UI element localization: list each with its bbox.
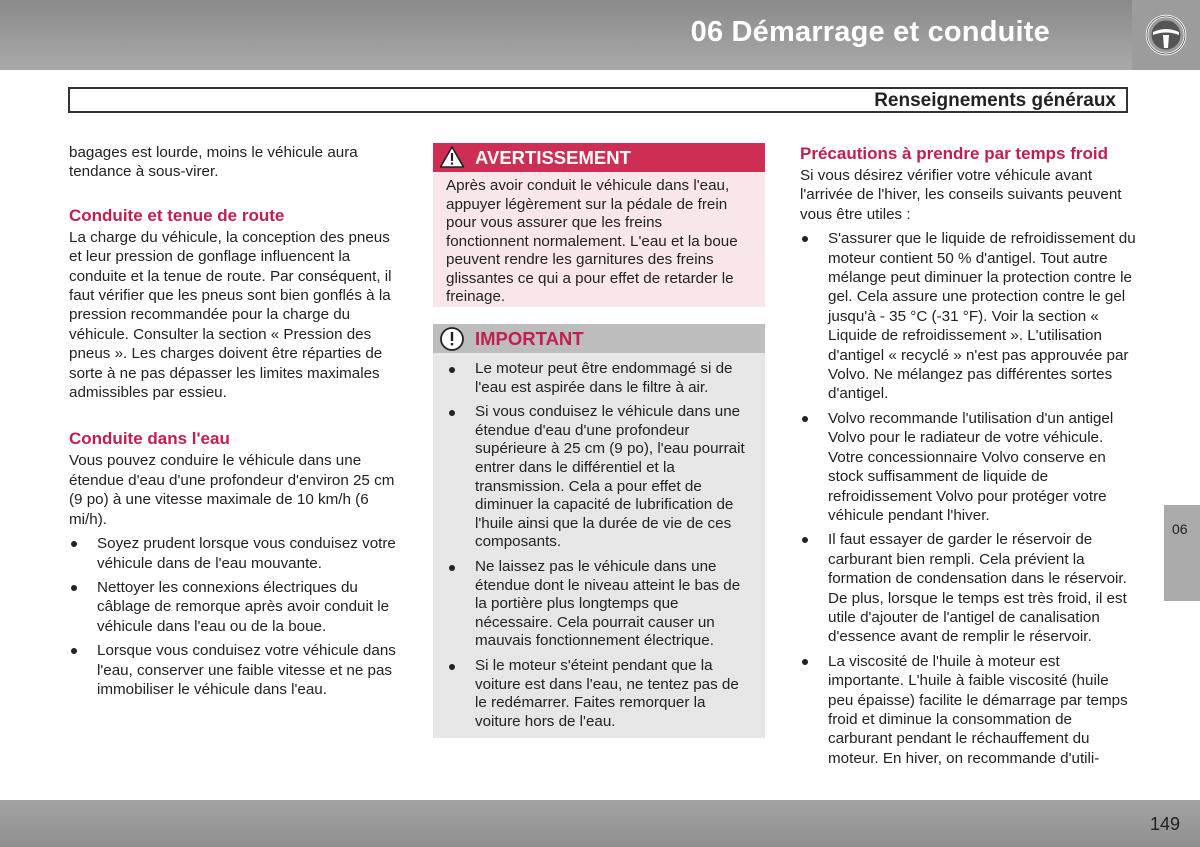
important-header: [433, 324, 765, 353]
warning-header: [433, 143, 765, 172]
intro-paragraph: bagages est lourde, moins le véhicule aura tendance à sous-virer.: [69, 144, 358, 181]
list-item: Ne laissez pas le véhicule dans une étendue dont le niveau atteint le bas de la portière plus longtemps que nécessaire. Cela pourrait causer un mauvais fonctionnement électrique.: [447, 558, 751, 651]
important-bullets: [447, 360, 751, 731]
water-paragraph: Vous pouvez conduire le véhicule dans une étendue d'eau d'une profondeur d'environ 25 cm (9 po) à une vitesse maximale de 10 km/h (6 mi/h).: [69, 452, 395, 528]
list-item: La viscosité de l'huile à moteur est importante. L'huile à faible viscosité (huile peu épaisse) facilite le démarrage par temps froid et diminue la consommation de carburant pendant le réchauffement du moteur. En hiver, on recommande d'utili-: [800, 652, 1136, 768]
section-title-box: [68, 87, 1128, 113]
list-item: Volvo recommande l'utilisation d'un antigel Volvo pour le radiateur de votre véhicule. Votre concessionnaire Volvo conserve en stock suffisamment de liquide de refroidissement Volvo pour protéger votre véhicule pendant l'hiver.: [800, 409, 1136, 525]
heading-cold-weather: Précautions à prendre par temps froid: [800, 144, 1108, 163]
heading-water-driving: Conduite dans l'eau: [69, 429, 230, 449]
column-right: [800, 143, 1136, 768]
footer-bar: [0, 800, 1200, 847]
heading-handling: Conduite et tenue de route: [69, 205, 285, 225]
warning-title: AVERTISSEMENT: [475, 147, 631, 168]
list-item: Soyez prudent lorsque vous conduisez votre véhicule dans de l'eau mouvante.: [69, 534, 405, 573]
list-item: Nettoyer les connexions électriques du câblage de remorque après avoir conduit le véhicule dans l'eau ou de la boue.: [69, 578, 405, 636]
handling-paragraph: La charge du véhicule, la conception des pneus et leur pression de gonflage influencent la conduite et la tenue de route. Par conséquent, il faut vérifier que les pneus sont bien gonflés à la pression recommandée pour la charge du véhicule. Consulter la section « Pression des pneus ». Les charges doivent être réparties de sorte à ne pas dépasser les limites maximales admissibles par essieu.: [69, 228, 392, 402]
column-left: [69, 143, 405, 699]
list-item: S'assurer que le liquide de refroidissement du moteur contient 50 % d'antigel. Tout autre mélange peut diminuer la protection contre le gel. Cela assure une protection contre le gel jusqu'à - 35 °C (-31 °F). Voir la section « Liquide de refroidissement ». L'utilisation d'antigel « recyclé » n'est pas approuvée par Volvo. Ne mélangez pas différentes sortes d'antigel.: [800, 229, 1136, 404]
side-tab-label: 06: [1172, 521, 1188, 537]
chapter-header-bar: [0, 0, 1132, 70]
important-title: IMPORTANT: [475, 328, 584, 349]
chapter-title: 06 Démarrage et conduite: [690, 16, 1050, 48]
list-item: Il faut essayer de garder le réservoir de carburant bien rempli. Cela prévient la formation de condensation dans le réservoir. De plus, lorsque le temps est très froid, il est utile d'ajouter de l'antigel de canalisation d'essence avant de remplir le réservoir.: [800, 530, 1136, 646]
cold-bullets: [800, 229, 1136, 768]
list-item: Si le moteur s'éteint pendant que la voiture est dans l'eau, ne tentez pas de le redémarrer. Faites remorquer la voiture hors de l'eau.: [447, 657, 751, 731]
page-number: 149: [1149, 814, 1180, 834]
warning-box: [433, 143, 765, 307]
water-bullets: [69, 534, 405, 699]
warning-text: Après avoir conduit le véhicule dans l'eau, appuyer légèrement sur la pédale de frein pour vous assurer que les freins fonctionnent normalement. L'eau et la boue peuvent rendre les garnitures des freins glissantes ce qui a pour effet de retarder le freinage.: [446, 177, 738, 305]
list-item: Le moteur peut être endommagé si de l'eau est aspirée dans le filtre à air.: [447, 360, 751, 397]
list-item: Lorsque vous conduisez votre véhicule dans l'eau, conserver une faible vitesse et ne pas immobiliser le véhicule dans l'eau.: [69, 641, 405, 699]
section-title: Renseignements généraux: [874, 90, 1116, 111]
steering-wheel-icon: [1144, 13, 1188, 57]
chapter-icon-box: [1132, 0, 1200, 70]
list-item: Si vous conduisez le véhicule dans une étendue d'eau d'une profondeur supérieure à 25 cm (9 po), l'eau pourrait entrer dans le différentiel et la transmission. Cela a pour effet de diminuer la capacité de lubrification de l'huile ainsi que la durée de vie de ces composants.: [447, 403, 751, 552]
warning-triangle-icon: [439, 145, 465, 169]
chapter-side-tab: [1164, 505, 1200, 601]
cold-intro: Si vous désirez vérifier votre véhicule avant l'arrivée de l'hiver, les conseils suivants peuvent vous être utiles :: [800, 167, 1122, 223]
exclamation-circle-icon: [439, 326, 465, 352]
important-box: [433, 324, 765, 738]
